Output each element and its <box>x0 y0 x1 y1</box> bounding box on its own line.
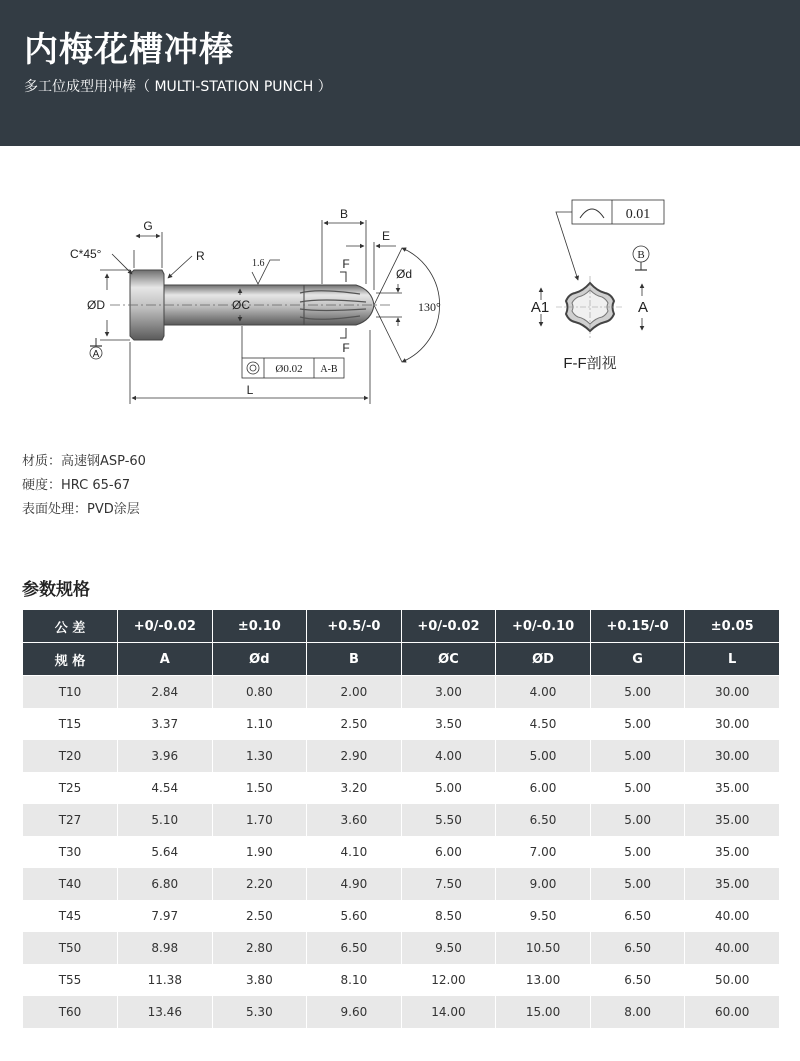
table-row <box>23 996 780 1028</box>
tolerance-label: 公 差 <box>23 610 118 643</box>
table-cell: 13.46 <box>118 996 213 1028</box>
table-cell: 35.00 <box>685 804 780 836</box>
table-cell: 5.00 <box>590 804 685 836</box>
table-cell: 7.97 <box>118 900 213 932</box>
table-cell: 3.20 <box>307 772 402 804</box>
table-cell: 1.90 <box>212 836 307 868</box>
table-cell: 7.00 <box>496 836 591 868</box>
table-cell: 40.00 <box>685 900 780 932</box>
table-cell: 1.30 <box>212 740 307 772</box>
table-cell: 5.00 <box>496 740 591 772</box>
table-cell: 5.50 <box>401 804 496 836</box>
table-cell: 5.00 <box>590 868 685 900</box>
table-cell: 35.00 <box>685 772 780 804</box>
params-body <box>23 676 780 1029</box>
table-cell: 13.00 <box>496 964 591 996</box>
tolerance-cell: +0.15/-0 <box>590 610 685 643</box>
table-row <box>23 836 780 868</box>
tolerance-cell: ±0.05 <box>685 610 780 643</box>
table-cell: 0.80 <box>212 676 307 709</box>
table-cell: 3.37 <box>118 708 213 740</box>
page-subtitle: 多工位成型用冲棒（ MULTI-STATION PUNCH ） <box>24 79 332 95</box>
table-cell: 2.50 <box>307 708 402 740</box>
table-cell: 5.60 <box>307 900 402 932</box>
column-header: ØC <box>401 643 496 676</box>
table-cell: 8.00 <box>590 996 685 1028</box>
table-row <box>23 868 780 900</box>
table-cell: 2.84 <box>118 676 213 709</box>
label-b: B <box>339 207 349 221</box>
table-cell: 2.80 <box>212 932 307 964</box>
table-row <box>23 772 780 804</box>
label-a: A <box>637 299 649 316</box>
table-cell: 1.10 <box>212 708 307 740</box>
table-row <box>23 932 780 964</box>
tolerance-row <box>23 610 780 643</box>
label-r: R <box>196 249 205 263</box>
label-datum-a: A <box>92 349 100 360</box>
table-cell: 9.50 <box>496 900 591 932</box>
table-cell: 6.00 <box>401 836 496 868</box>
row-spec-cell: T25 <box>23 772 118 804</box>
table-cell: 4.50 <box>496 708 591 740</box>
params-table <box>22 609 780 1028</box>
table-row <box>23 900 780 932</box>
table-cell: 1.50 <box>212 772 307 804</box>
table-cell: 2.90 <box>307 740 402 772</box>
table-cell: 40.00 <box>685 932 780 964</box>
table-cell: 9.60 <box>307 996 402 1028</box>
label-f-bottom: F <box>342 341 350 355</box>
tolerance-cell: +0/-0.02 <box>401 610 496 643</box>
label-tol-value: Ø0.02 <box>275 363 303 375</box>
table-row <box>23 676 780 709</box>
table-cell: 8.98 <box>118 932 213 964</box>
table-cell: 2.20 <box>212 868 307 900</box>
label-chamfer: C*45° <box>70 247 102 261</box>
column-header: B <box>307 643 402 676</box>
table-cell: 5.00 <box>590 836 685 868</box>
tolerance-cell: ±0.10 <box>212 610 307 643</box>
punch-side-view <box>110 270 392 340</box>
table-cell: 60.00 <box>685 996 780 1028</box>
table-cell: 2.00 <box>307 676 402 709</box>
table-cell: 9.50 <box>401 932 496 964</box>
table-cell: 30.00 <box>685 740 780 772</box>
row-spec-cell: T15 <box>23 708 118 740</box>
table-cell: 5.00 <box>590 740 685 772</box>
spec-label: 规 格 <box>23 643 118 676</box>
row-spec-cell: T45 <box>23 900 118 932</box>
table-cell: 1.70 <box>212 804 307 836</box>
table-cell: 30.00 <box>685 708 780 740</box>
label-profile-tol: 0.01 <box>625 207 651 222</box>
row-spec-cell: T50 <box>23 932 118 964</box>
row-spec-cell: T10 <box>23 676 118 709</box>
row-spec-cell: T30 <box>23 836 118 868</box>
page-title: 内梅花槽冲棒 <box>24 30 234 70</box>
table-cell: 10.50 <box>496 932 591 964</box>
table-row <box>23 804 780 836</box>
label-d-small: Ød <box>396 267 413 281</box>
section-caption: F-F剖视 <box>563 355 617 372</box>
row-spec-cell: T40 <box>23 868 118 900</box>
table-row <box>23 708 780 740</box>
spec-hardness: 硬度：HRC 65-67 <box>22 478 131 493</box>
table-cell: 4.90 <box>307 868 402 900</box>
label-f-top: F <box>342 257 350 271</box>
technical-drawing <box>0 190 800 420</box>
section-view <box>531 200 664 372</box>
table-cell: 6.50 <box>590 900 685 932</box>
table-cell: 35.00 <box>685 868 780 900</box>
table-cell: 5.30 <box>212 996 307 1028</box>
table-cell: 3.00 <box>401 676 496 709</box>
table-cell: 8.50 <box>401 900 496 932</box>
header-row <box>23 643 780 676</box>
params-title: 参数规格 <box>22 580 90 600</box>
table-cell: 5.00 <box>401 772 496 804</box>
table-cell: 6.80 <box>118 868 213 900</box>
label-e: E <box>381 229 391 243</box>
table-cell: 50.00 <box>685 964 780 996</box>
table-cell: 4.00 <box>496 676 591 709</box>
column-header: A <box>118 643 213 676</box>
row-spec-cell: T55 <box>23 964 118 996</box>
table-cell: 5.00 <box>590 708 685 740</box>
column-header: L <box>685 643 780 676</box>
table-cell: 35.00 <box>685 836 780 868</box>
table-cell: 2.50 <box>212 900 307 932</box>
table-cell: 5.64 <box>118 836 213 868</box>
table-row <box>23 964 780 996</box>
column-header: G <box>590 643 685 676</box>
table-cell: 9.00 <box>496 868 591 900</box>
label-datum-b: B <box>637 249 645 261</box>
tolerance-cell: +0/-0.02 <box>118 610 213 643</box>
table-cell: 8.10 <box>307 964 402 996</box>
table-cell: 6.50 <box>590 932 685 964</box>
table-cell: 4.00 <box>401 740 496 772</box>
row-spec-cell: T20 <box>23 740 118 772</box>
table-cell: 4.54 <box>118 772 213 804</box>
table-cell: 7.50 <box>401 868 496 900</box>
label-angle: 130° <box>418 300 441 314</box>
table-cell: 14.00 <box>401 996 496 1028</box>
spec-material: 材质：高速钢ASP-60 <box>22 454 146 469</box>
column-header: ØD <box>496 643 591 676</box>
label-c: ØC <box>232 298 250 312</box>
table-cell: 5.10 <box>118 804 213 836</box>
row-spec-cell: T60 <box>23 996 118 1028</box>
table-cell: 6.50 <box>496 804 591 836</box>
table-cell: 4.10 <box>307 836 402 868</box>
label-a1: A1 <box>530 299 550 316</box>
tolerance-cell: +0/-0.10 <box>496 610 591 643</box>
table-cell: 3.80 <box>212 964 307 996</box>
header-banner <box>0 0 800 146</box>
table-cell: 15.00 <box>496 996 591 1028</box>
label-d-big: ØD <box>87 298 105 312</box>
material-specs <box>22 450 146 522</box>
table-cell: 5.00 <box>590 676 685 709</box>
tolerance-cell: +0.5/-0 <box>307 610 402 643</box>
column-header: Ød <box>212 643 307 676</box>
row-spec-cell: T27 <box>23 804 118 836</box>
table-cell: 3.96 <box>118 740 213 772</box>
table-cell: 6.50 <box>590 964 685 996</box>
label-l: L <box>246 383 254 397</box>
table-cell: 3.50 <box>401 708 496 740</box>
spec-surface: 表面处理：PVD涂层 <box>22 502 140 517</box>
table-cell: 30.00 <box>685 676 780 709</box>
label-roughness: 1.6 <box>252 258 265 269</box>
label-tol-ref: A-B <box>320 364 338 375</box>
label-g: G <box>143 219 153 233</box>
table-cell: 5.00 <box>590 772 685 804</box>
table-cell: 11.38 <box>118 964 213 996</box>
table-cell: 6.50 <box>307 932 402 964</box>
table-cell: 3.60 <box>307 804 402 836</box>
table-row <box>23 740 780 772</box>
table-cell: 12.00 <box>401 964 496 996</box>
table-cell: 6.00 <box>496 772 591 804</box>
